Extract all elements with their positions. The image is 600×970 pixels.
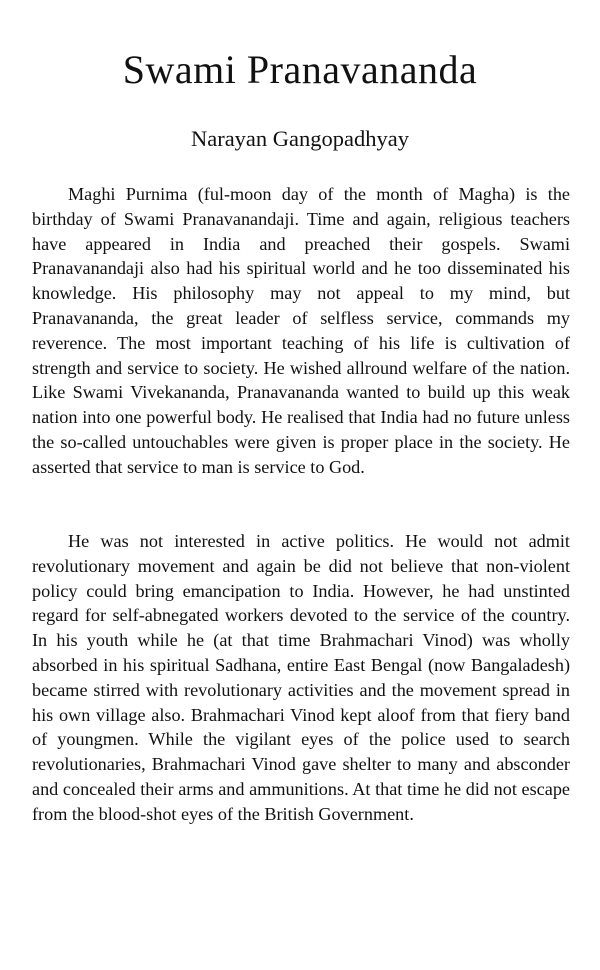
article-title: Swami Pranavananda (122, 47, 478, 92)
article-author: Narayan Gangopadhyay (190, 126, 410, 151)
body-paragraph: He was not interested in active politics. He would not admit revolutionary movement and again be did not believe that non-violent policy could bring emancipation to India. However, he had unstinted regard for self-abnegated workers devoted to the service of the country. In his youth while he (at that time Brahmachari Vinod) was wholly absorbed in his spiritual Sadhana, entire East Bengal (now Bangaladesh) became stirred with revolutionary activities and the movement spread in his own village also. Brahmachari Vinod kept aloof from that fiery band of youngmen. While the vigilant eyes of the police used to search revolutionaries, Brahmachari Vinod gave shelter to many and absconder and concealed their arms and ammunitions. At that time he did not escape from the blood-shot eyes of the British Government. (32, 531, 570, 824)
body-paragraph: Maghi Purnima (ful-moon day of the month of Magha) is the birthday of Swami Pranavanandaji. Time and again, religious teachers have appeared in India and preached their gospels. Swami Pranavanandaji also had his spiritual world and he too disseminated his knowledge. His philosophy may not appeal to my mind, but Pranavananda, the great leader of selfless service, commands my reverence. The most important teaching of his life is cultivation of strength and service to society. He wished allround welfare of the nation. Like Swami Vivekananda, Pranavananda wanted to build up this weak nation into one powerful body. He realised that India had no future unless the so-called untouchables were given is proper place in the society. He asserted that service to man is service to God. (32, 184, 570, 477)
